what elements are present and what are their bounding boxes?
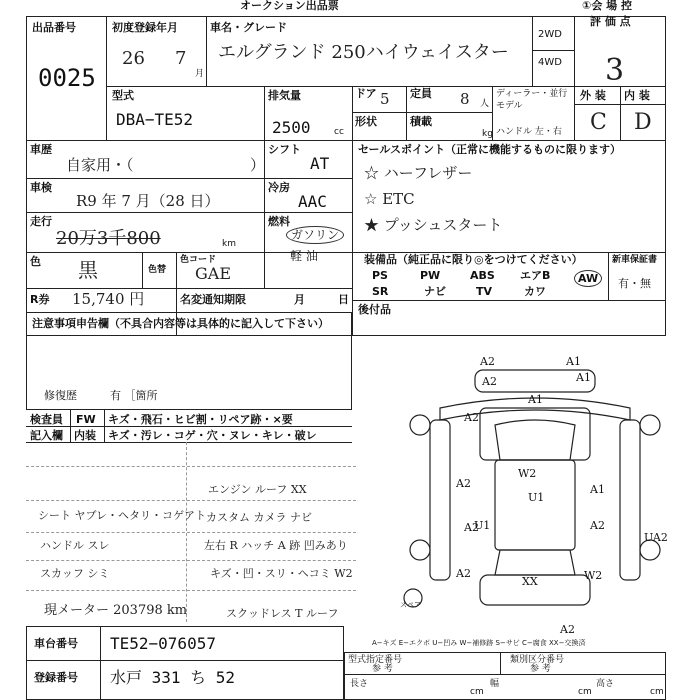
equip-pw: PW	[420, 269, 441, 282]
new-warranty-label: 新車保証書	[612, 255, 658, 265]
shift-value: AT	[310, 154, 330, 173]
damage-mark-2: A1	[566, 355, 581, 368]
first-reg-year: 26	[122, 48, 145, 69]
first-reg-label: 初度登録年月	[112, 21, 178, 34]
damage-mark-6: A1	[528, 393, 543, 406]
lot-number-value: 0025	[38, 64, 96, 92]
interior-grade: D	[634, 110, 652, 135]
exterior-grade: C	[590, 110, 607, 135]
sales-point-2: ☆ ETC	[364, 190, 415, 208]
damage-mark-12: U1	[474, 519, 491, 532]
chassis-no-label: 車台番号	[34, 637, 78, 650]
repair-history-label: 修復歴	[44, 389, 77, 402]
rating-value: 3	[605, 53, 625, 88]
inspector-label: 検査員	[30, 413, 63, 426]
damage-mark-4: A2	[482, 375, 497, 388]
2wd-label: 2WD	[538, 29, 562, 40]
fw-items: キズ・飛石・ヒビ割・リペア跡・×要	[108, 413, 293, 426]
doors-value: 5	[380, 90, 390, 108]
length-label: 長さ	[350, 679, 369, 689]
rating-label: 評 価 点	[590, 15, 631, 28]
inner-items: キズ・汚レ・コゲ・穴・ヌレ・キレ・破レ	[108, 429, 317, 442]
first-reg-month-unit: 月	[195, 69, 205, 79]
entry-label: 記入欄	[30, 429, 63, 442]
aftermarket-label: 後付品	[358, 303, 391, 316]
damage-mark-13: A2	[590, 519, 605, 532]
damage-mark-11: A1	[590, 483, 605, 496]
sales-point-3: ★ プッシュスタート	[364, 216, 503, 234]
load-label: 積載	[410, 115, 432, 128]
damage-mark-7: W2	[518, 467, 537, 480]
mileage-value: 20万3千800	[56, 228, 161, 249]
spare-label: スペア	[400, 601, 421, 609]
displacement-label: 排気量	[268, 89, 301, 102]
damage-mark-15: XX	[522, 575, 538, 588]
damage-mark-5: A2	[464, 411, 479, 424]
damage-mark-9: A2	[456, 477, 471, 490]
chassis-no-value: TE52−076057	[110, 634, 216, 653]
height-unit: cm	[650, 687, 664, 697]
sales-point-label: セールスポイント（正常に機能するものに限ります）	[358, 143, 622, 156]
repair-has: 有 ［箇所	[110, 389, 158, 402]
color-label: 色	[30, 255, 41, 268]
note-4: スカッフ シミ	[40, 567, 110, 580]
model-year-label: モデル	[496, 101, 523, 111]
usage-close: ）	[250, 156, 266, 174]
equip-aw: AW	[574, 270, 602, 287]
equip-abs: ABS	[470, 269, 495, 282]
type-value: DBA−TE52	[116, 110, 194, 129]
damage-mark-16: A2	[456, 567, 471, 580]
color-code-value: GAE	[195, 264, 232, 283]
note-7: キズ・凹・スリ・ヘコミ W2	[210, 567, 353, 580]
height-label: 高さ	[596, 679, 615, 689]
model-name-value: エルグランド 250ハイウェイスター	[218, 42, 509, 63]
length-unit: cm	[470, 687, 484, 697]
exterior-label: 外 装	[580, 89, 606, 102]
form-label: 形状	[355, 115, 377, 128]
equip-navi: ナビ	[424, 285, 446, 298]
equip-tv: TV	[476, 285, 493, 298]
dealer-parallel-label: ディーラー・並行	[496, 89, 568, 99]
venue-copy-label: ①会 場 控	[582, 0, 632, 12]
rear-note: スクッドレス T ルーフ	[226, 607, 339, 620]
cooling-label: 冷房	[268, 181, 290, 194]
damage-mark-3: A1	[576, 371, 591, 384]
equip-sr: SR	[372, 285, 389, 298]
color-value: 黒	[78, 258, 98, 282]
name-change-label: 名変通知期限	[180, 293, 246, 306]
color-change-label: 色替	[148, 265, 167, 275]
displacement-unit: cc	[334, 127, 344, 137]
damage-mark-18: A2	[560, 623, 575, 636]
fw-label: FW	[76, 413, 96, 426]
width-unit: cm	[578, 687, 592, 697]
kg-unit: kg	[482, 129, 493, 139]
header-title: オークション出品票	[240, 0, 339, 12]
equipment-label: 装備品（純正品に限り◎をつけてください）	[364, 253, 583, 266]
fuel-label: 燃料	[268, 215, 290, 228]
type-spec-label: 型式指定番号	[348, 655, 403, 665]
equip-ps: PS	[372, 269, 388, 282]
recycle-label: R券	[30, 293, 50, 306]
doors-label: ドア	[355, 87, 377, 100]
damage-mark-8: U1	[528, 491, 545, 504]
color-code-label: 色コード	[180, 255, 217, 265]
capacity-value: 8	[460, 90, 470, 108]
type-spec-ref: 参 考	[372, 664, 393, 674]
cooling-value: AAC	[298, 192, 327, 211]
interior-label: 内 装	[624, 89, 650, 102]
warranty-value: 有・無	[618, 277, 651, 290]
mileage-label: 走行	[30, 215, 52, 228]
damage-mark-17: W2	[584, 569, 603, 582]
lot-number-label: 出品番号	[32, 21, 76, 34]
equip-airbag: エアB	[520, 269, 551, 282]
class-no-label: 類別区分番号	[510, 655, 565, 665]
shift-label: シフト	[268, 143, 301, 156]
type-label: 型式	[112, 89, 134, 102]
note-6: 左右 R ハッチ A 跡 凹みあり	[204, 539, 348, 552]
reg-no-value: 水戸 331 ち 52	[110, 668, 236, 687]
inner-label: 内装	[74, 429, 96, 442]
mileage-unit: km	[222, 239, 236, 249]
damage-mark-10: A2	[464, 521, 479, 534]
equip-leather: カワ	[524, 285, 546, 298]
capacity-label: 定員	[410, 87, 432, 100]
inspection-value: R9 年 7 月（28 日）	[76, 192, 220, 210]
name-change-month: 月	[294, 293, 305, 306]
damage-mark-1: A2	[480, 355, 495, 368]
note-2: シート ヤブレ・ヘタリ・コゲアト	[38, 509, 207, 522]
remarks-label: 注意事項申告欄（不具合内容等は具体的に記入して下さい）	[32, 317, 329, 330]
capacity-unit: 人	[480, 99, 490, 109]
handle-label: ハンドル 左・右	[496, 127, 562, 137]
note-3: ハンドル スレ	[40, 539, 110, 552]
model-grade-label: 車名・グレード	[210, 21, 287, 34]
width-label: 幅	[490, 679, 500, 689]
note-5: カスタム カメラ ナビ	[206, 511, 312, 524]
reg-no-label: 登録番号	[34, 671, 78, 684]
usage-value: 自家用・（	[66, 156, 134, 174]
name-change-day: 日	[338, 293, 349, 306]
fuel-gas: ガソリン	[286, 226, 344, 244]
inspection-label: 車検	[30, 181, 52, 194]
4wd-label: 4WD	[538, 57, 562, 68]
damage-mark-14: UA2	[644, 531, 668, 544]
displacement-value: 2500	[272, 118, 311, 137]
recycle-value: 15,740 円	[72, 290, 145, 308]
sales-point-1: ☆ ハーフレザー	[364, 164, 473, 182]
fuel-diesel: 軽 油	[290, 249, 318, 263]
usage-label: 車歴	[30, 143, 52, 156]
mileage-note: 現メーター 203798 km	[44, 603, 188, 618]
damage-legend: A−キズ E−エクボ U−凹み W−補修跡 S−サビ C−腐食 XX−交換済	[372, 639, 586, 647]
class-no-ref: 参 考	[530, 664, 551, 674]
first-reg-month: 7	[175, 48, 187, 69]
note-1: エンジン ルーフ XX	[208, 483, 307, 496]
